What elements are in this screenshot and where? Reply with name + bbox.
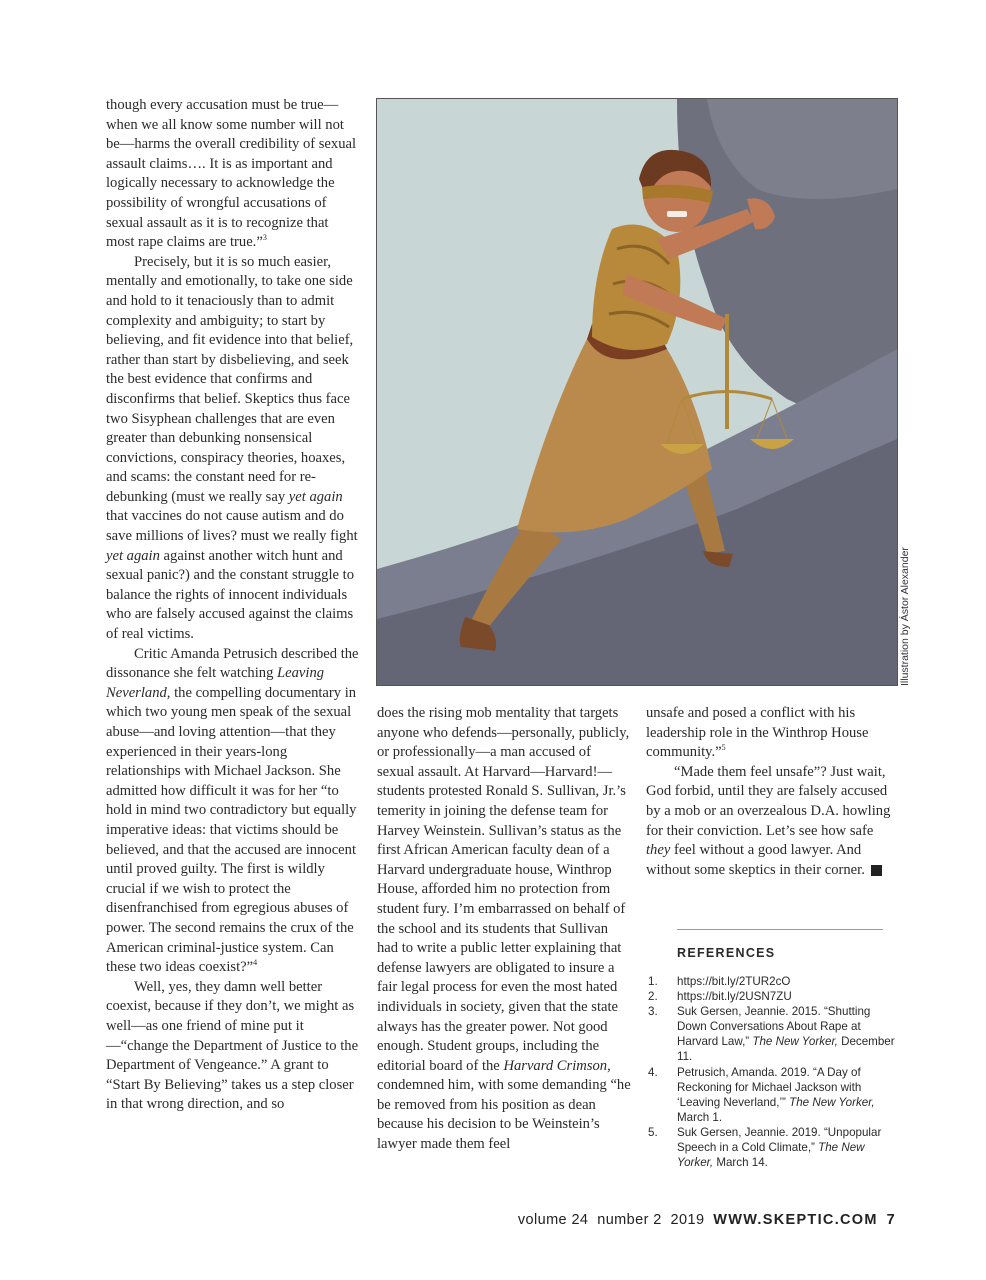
reference-number: 2.	[648, 990, 658, 1004]
reference-item	[648, 974, 898, 989]
reference-publication: The New Yorker,	[789, 1095, 875, 1109]
reference-item	[648, 1065, 898, 1125]
reference-text: Suk Gersen, Jeannie. 2015. “Shutting Down Conversations About Rape at Harvard Law,”	[677, 1005, 871, 1049]
reference-text: Petrusich, Amanda. 2019. “A Day of Reckoning for Michael Jackson with ‘Leaving Neverland,’”	[677, 1065, 862, 1109]
paragraph	[646, 704, 896, 763]
reference-number: 1.	[648, 975, 658, 988]
paragraph-text: condemned him, with some demanding “he be removed from his position as dean because his decision to be Weinstein’s lawyer made them feel	[377, 1077, 631, 1153]
paragraph	[646, 763, 904, 881]
reference-item	[648, 1125, 898, 1170]
footnote-marker: 3	[262, 233, 267, 243]
references-divider	[677, 929, 883, 930]
emphasis: they	[646, 842, 671, 859]
reference-item	[648, 1004, 898, 1064]
paragraph-text: the compelling documentary in which two young men speak of the sexual abuse—and loving attention—that they experienced in their years-long relationships with Michael Jackson. She admitted how difficult it was for her “to hold in mind two contradictory but equally imperative ideas: that victims should be believed, and that the accused are innocent until proved guilty. The first is wildly crucial if we wish to protect the disenfranchised from egregious abuses of power. The second remains the crux of the American criminal-justice system. Can these two ideas coexist?”	[106, 684, 357, 976]
article-column-3	[646, 704, 904, 880]
credit-text: Illustration by Ástor Alexander	[899, 547, 911, 686]
publication-title: Harvard Crimson,	[503, 1057, 611, 1074]
paragraph-text: against another witch hunt and sexual panic?) and the constant struggle to balance the rights of innocent individuals who are falsely accused against the claims of real victims.	[106, 547, 355, 643]
references-list	[648, 974, 898, 1170]
page-footer	[518, 1212, 896, 1228]
paragraph-text: feel without a good lawyer. And without some skeptics in their corner.	[646, 842, 865, 878]
paragraph-text: though every accusation must be true—when we all know some number will not be—harms the overall credibility of sexual assault claims…. It is as important and logically necessary to acknowledge the possibility of wrongful accusations of sexual assault as it is to recognize that most rape claims are true.”	[106, 97, 357, 251]
reference-number: 4.	[648, 1065, 658, 1079]
paragraph-text: does the rising mob mentality that targets anyone who defends—personally, publicly, or professionally—a man accused of sexual assault. At Harvard—Harvard!—students protested Ronald S. Sullivan, Jr.’s temerity in joining the defense team for Harvey Weinstein. Sullivan’s status as the first African American faculty dean of a Harvard undergraduate house, Winthrop House, afforded him no protection from student fury. I’m embarrassed on behalf of the school and its students that Sullivan had to write a public letter explaining that defense lawyers are obligated to insure a fair legal process for even the most hated individuals in society, given that the state always has the greater power. Not good enough. Student groups, including the editorial board of the	[377, 705, 630, 1074]
reference-publication: The New Yorker,	[752, 1035, 838, 1049]
footnote-marker: 4	[253, 958, 258, 968]
reference-date: March 14.	[713, 1156, 768, 1170]
paragraph-text: “Made them feel unsafe”? Just wait, God forbid, until they are falsely accused by a mob or an overzealous D.A. howling for their conviction. Let’s see how safe	[646, 763, 891, 839]
reference-link[interactable]: https://bit.ly/2TUR2cO	[677, 975, 791, 988]
paragraph-text: that vaccines do not cause autism and do save millions of lives? must we really fight	[106, 508, 358, 545]
article-column-2	[377, 704, 631, 1155]
references-heading: REFERENCES	[677, 946, 776, 960]
illustration-justice-sisyphus	[376, 98, 898, 686]
paragraph	[106, 253, 360, 645]
paragraph-text: Well, yes, they damn well better coexist, because if they don’t, we might as well—as one friend of mine put it—“change the Department of Justice to the Department of Vengeance.” A grant to “Start By Believing” takes us a step closer in that wrong direction, and so	[106, 978, 359, 1113]
reference-number: 3.	[648, 1005, 658, 1019]
reference-number: 5.	[648, 1125, 658, 1139]
film-title: Leaving Neverland,	[106, 665, 325, 701]
article-column-1	[106, 96, 360, 1115]
reference-publication: The New Yorker,	[677, 1141, 865, 1170]
paragraph-text: Critic Amanda Petrusich described the dissonance she felt watching	[106, 645, 359, 682]
reference-link[interactable]: https://bit.ly/2USN7ZU	[677, 990, 792, 1004]
paragraph	[106, 978, 360, 1115]
reference-text: Suk Gersen, Jeannie. 2019. “Unpopular Speech in a Cold Climate,”	[677, 1125, 882, 1155]
paragraph	[106, 96, 360, 253]
paragraph-text: Precisely, but it is so much easier, mentally and emotionally, to take one side and hold to it tenaciously than to admit complexity and ambiguity; to start by believing, and fit evidence into that belief, rather than start by disbelieving, and seek the best evidence that confirms and disconfirms that belief. Skeptics thus face two Sisyphean challenges that are even greater than debunking nonsensical convictions, conspiracy theories, hoaxes, and scams: the constant need for re-debunking (must we really say	[106, 253, 354, 505]
website-link[interactable]: WWW.SKEPTIC.COM	[713, 1212, 878, 1228]
illustration-credit	[897, 540, 913, 686]
page-number: 7	[886, 1212, 896, 1228]
reference-item	[648, 989, 898, 1004]
emphasis: yet again	[106, 547, 160, 564]
emphasis: yet again	[288, 488, 343, 505]
gritted-teeth	[667, 211, 687, 217]
reference-date: March 1.	[677, 1110, 723, 1124]
paragraph-text: unsafe and posed a conflict with his leadership role in the Winthrop House community.”	[646, 705, 869, 761]
footnote-marker: 5	[721, 743, 726, 753]
issue-info: volume 24 number 2 2019	[517, 1212, 705, 1228]
reference-date: December 11.	[677, 1035, 895, 1064]
paragraph	[377, 704, 631, 1155]
paragraph	[106, 645, 360, 978]
end-of-article-icon: S	[871, 865, 882, 876]
illustration-artwork	[377, 99, 897, 685]
